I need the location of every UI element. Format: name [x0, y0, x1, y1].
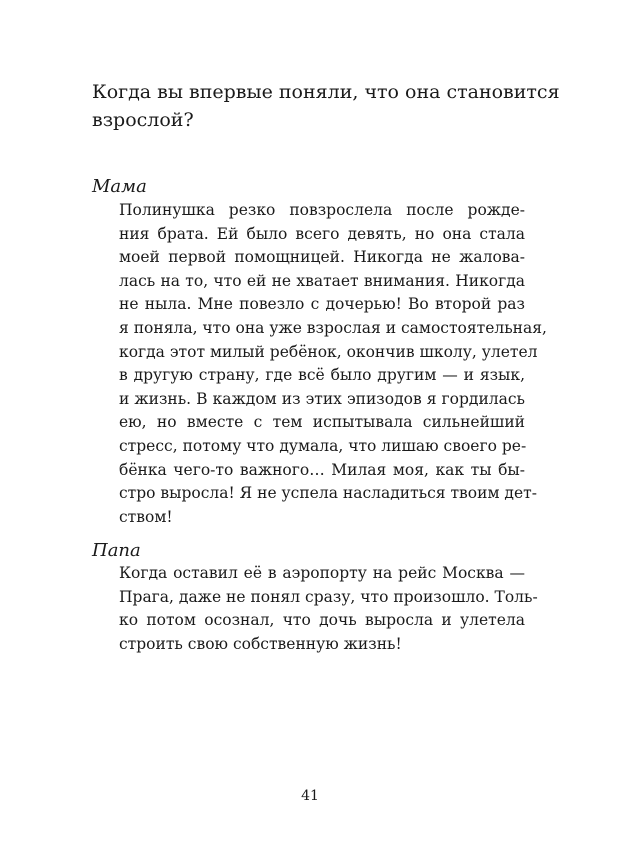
answer-line: лась на то, что ей не хватает внимания. Никогда — [119, 271, 525, 290]
answer-line: я поняла, что она уже взрослая и самостоятельная, — [119, 318, 547, 337]
speaker-mama: Мама — [92, 176, 147, 197]
answer-line: ния брата. Ей было всего девять, но она стала — [119, 224, 525, 243]
answer-line: ею, но вместе с тем испытывала сильнейший — [119, 413, 525, 432]
answer-line: Когда оставил её в аэропорту на рейс Москва — — [119, 564, 525, 582]
answer-line: моей первой помощницей. Никогда не жалова- — [119, 248, 525, 267]
answer-line: в другую страну, где всё было другим — и язык, — [119, 366, 525, 385]
interview-question — [92, 78, 560, 134]
answer-line: ко потом осознал, что дочь выросла и улетела — [119, 611, 525, 630]
answer-line: стресс, потому что думала, что лишаю своего ре- — [119, 436, 527, 455]
answer-mama — [119, 199, 547, 529]
question-line: взрослой? — [92, 109, 194, 131]
answer-line: стро выросла! Я не успела насладиться твоим дет- — [119, 484, 537, 503]
answer-line: Полинушка резко повзрослела после рожде- — [119, 201, 525, 219]
page-number: 41 — [301, 788, 319, 804]
question-line: Когда вы впервые поняли, что она становится — [92, 81, 560, 103]
answer-line: ством! — [119, 507, 173, 526]
answer-line: не ныла. Мне повезло с дочерью! Во второй раз — [119, 295, 525, 314]
answer-line: Прага, даже не понял сразу, что произошло. Толь- — [119, 587, 538, 606]
answer-line: бёнка чего-то важного… Милая моя, как ты бы- — [119, 460, 525, 479]
answer-papa — [119, 562, 538, 656]
speaker-papa: Папа — [92, 540, 141, 561]
answer-line: когда этот милый ребёнок, окончив школу, улетел — [119, 342, 538, 361]
answer-line: и жизнь. В каждом из этих эпизодов я гордилась — [119, 389, 525, 408]
answer-line: строить свою собственную жизнь! — [119, 634, 402, 653]
